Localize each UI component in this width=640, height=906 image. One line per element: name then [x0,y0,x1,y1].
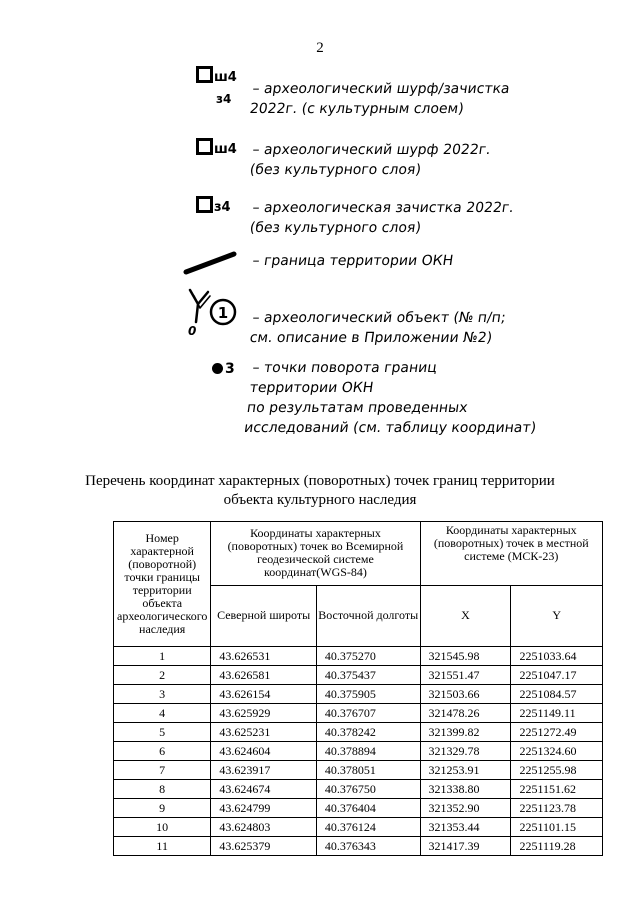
cell-point-number: 2 [114,666,211,685]
turning-point-dot-icon [212,363,223,374]
square-icon [196,138,213,155]
header-x: X [420,585,511,647]
cell-y: 2251151.62 [511,780,603,799]
header-point-number: Номер характерной (поворотной) точки границы территории объекта археологического наследия [114,522,211,647]
table-row [114,761,603,780]
cell-point-number: 6 [114,742,211,761]
cell-x: 321417.39 [420,837,511,856]
cell-x: 321329.78 [420,742,511,761]
table-heading-line1: Перечень координат характерных (поворотных) точек границ территории [85,473,555,489]
cell-longitude: 40.376404 [316,799,420,818]
table-row [114,780,603,799]
cell-point-number: 4 [114,704,211,723]
cell-x: 321352.90 [420,799,511,818]
clearing-symbol: з4 [196,196,231,215]
pit-clearing-symbol: ш4 [196,66,237,85]
legend-text-pit: – археологический шурф 2022г. (без культурного слоя) [248,142,492,178]
cell-longitude: 40.378051 [316,761,420,780]
table-row [114,685,603,704]
cell-y: 2251101.15 [511,818,603,837]
object-number-circle-icon [208,297,238,327]
cell-latitude: 43.624604 [211,742,317,761]
legend-text-clearing: – археологическая зачистка 2022г. (без культурного слоя) [248,200,515,236]
cell-latitude: 43.624803 [211,818,317,837]
cell-x: 321353.44 [420,818,511,837]
legend-text-pit-clearing: – археологический шурф/зачистка 2022г. (с культурным слоем) [248,81,511,117]
cell-longitude: 40.376124 [316,818,420,837]
cell-x: 321478.26 [420,704,511,723]
table-row [114,666,603,685]
pit-clearing-symbol-sub: з4 [216,92,232,106]
table-row [114,837,603,856]
header-longitude: Восточной долготы [316,585,420,647]
cell-longitude: 40.378894 [316,742,420,761]
table-row [114,723,603,742]
cell-x: 321551.47 [420,666,511,685]
coordinates-table [113,521,603,856]
cell-y: 2251119.28 [511,837,603,856]
pit-symbol: ш4 [196,138,237,157]
cell-latitude: 43.624674 [211,780,317,799]
cell-point-number: 10 [114,818,211,837]
boundary-line-icon [180,248,240,278]
cell-x: 321399.82 [420,723,511,742]
page-number: 2 [316,40,324,56]
cell-longitude: 40.375905 [316,685,420,704]
cell-x: 321545.98 [420,647,511,666]
header-local-system: Координаты характерных (поворотных) точек в местной системе (МСК-23) [420,522,602,586]
cell-y: 2251033.64 [511,647,603,666]
cell-y: 2251255.98 [511,761,603,780]
cell-longitude: 40.376707 [316,704,420,723]
cell-latitude: 43.625929 [211,704,317,723]
cell-point-number: 3 [114,685,211,704]
table-row [114,799,603,818]
turning-point-number: 3 [225,361,235,377]
cell-point-number: 9 [114,799,211,818]
square-icon [196,196,213,213]
object-sub-label: 0 [188,324,197,338]
table-row [114,742,603,761]
cell-x: 321503.66 [420,685,511,704]
cell-latitude: 43.626581 [211,666,317,685]
cell-y: 2251324.60 [511,742,603,761]
cell-x: 321253.91 [420,761,511,780]
cell-latitude: 43.625379 [211,837,317,856]
cell-point-number: 5 [114,723,211,742]
cell-point-number: 7 [114,761,211,780]
table-heading-line2: объекта культурного наследия [223,492,417,508]
table-row [114,647,603,666]
header-wgs84: Координаты характерных (поворотных) точек во Всемирной геодезической системе координат(WGS-84) [211,522,420,586]
table-row [114,704,603,723]
cell-point-number: 11 [114,837,211,856]
cell-longitude: 40.376343 [316,837,420,856]
cell-x: 321338.80 [420,780,511,799]
cell-y: 2251047.17 [511,666,603,685]
cell-latitude: 43.626154 [211,685,317,704]
cell-latitude: 43.623917 [211,761,317,780]
cell-latitude: 43.625231 [211,723,317,742]
header-y: Y [511,585,603,647]
cell-point-number: 8 [114,780,211,799]
cell-latitude: 43.624799 [211,799,317,818]
square-icon [196,66,213,83]
cell-y: 2251123.78 [511,799,603,818]
cell-longitude: 40.375270 [316,647,420,666]
legend-text-turning-points: – точки поворота границ территории ОКН по результатам проведенных исследований (см. таблицу координат) [243,360,538,436]
cell-longitude: 40.375437 [316,666,420,685]
table-heading [0,472,640,510]
cell-y: 2251272.49 [511,723,603,742]
table-row [114,818,603,837]
cell-longitude: 40.378242 [316,723,420,742]
cell-longitude: 40.376750 [316,780,420,799]
legend-text-boundary: – граница территории ОКН [251,253,455,269]
legend-text-object: – археологический объект (№ п/п; см. описание в Приложении №2) [248,310,507,346]
cell-latitude: 43.626531 [211,647,317,666]
header-latitude: Северной широты [211,585,317,647]
cell-point-number: 1 [114,647,211,666]
cell-y: 2251084.57 [511,685,603,704]
cell-y: 2251149.11 [511,704,603,723]
object-number: 1 [217,304,229,322]
